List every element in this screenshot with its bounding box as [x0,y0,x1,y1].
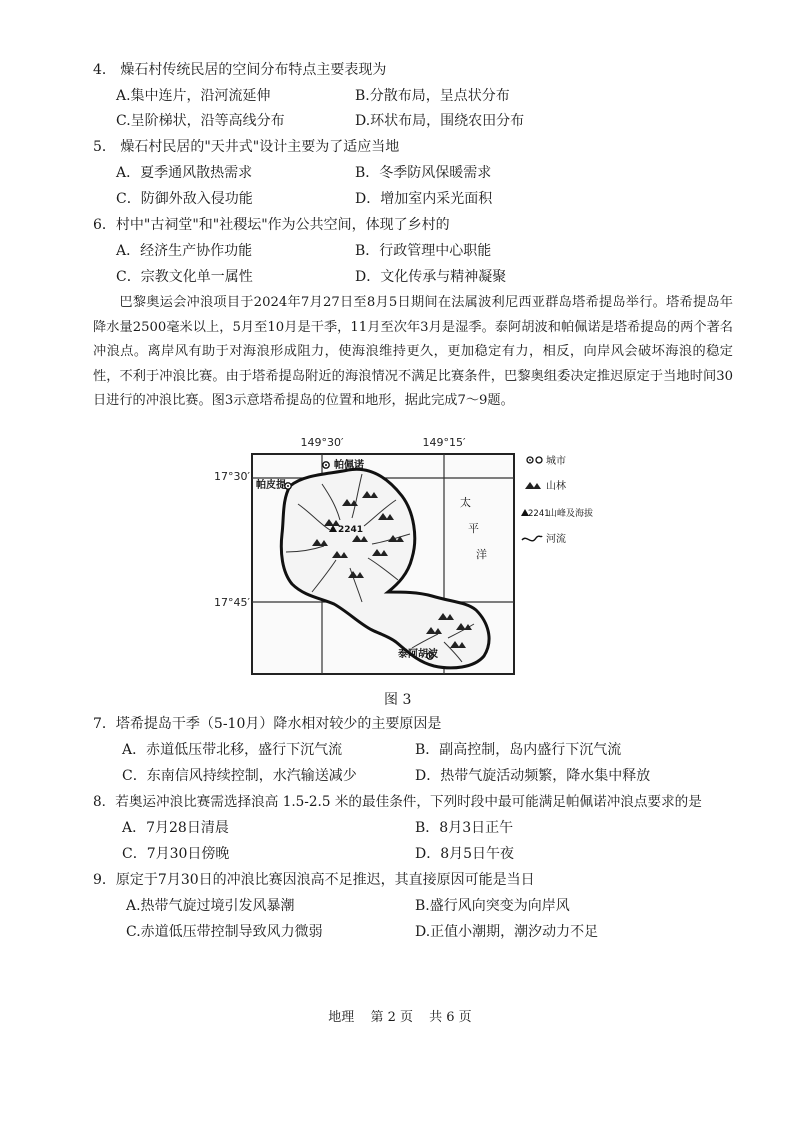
q7-stem: 7．塔希提岛干季（5-10月）降水相对较少的主要原因是 [93,716,442,732]
q6-stem: 6．村中"古祠堂"和"社稷坛"作为公共空间，体现了乡村的 [93,217,450,233]
city-marker-papeno-dot [325,464,327,466]
lat-label-2: 17°45′ [214,596,250,609]
q5-option-a: A．夏季通风散热需求 [116,165,253,181]
q9-option-a: A.热带气旋过境引发风暴潮 [126,898,295,914]
q9-stem: 9．原定于7月30日的冲浪比赛因浪高不足推迟，其直接原因可能是当日 [93,872,535,888]
q5-stem: 5． 燥石村民居的"天井式"设计主要为了适应当地 [93,139,400,155]
tahiti-map-figure [212,434,594,694]
tahiti-map [212,434,594,694]
passage-text: 巴黎奥运会冲浪项目于2024年7月27日至8月5日期间在法属波利尼西亚群岛塔希提岛举行。塔希提岛年降水量2500毫米以上，5月至10月是干季，11月至次年3月是湿季。泰阿胡波和帕佩诺是塔希提岛的两个著名冲浪点。离岸风有助于对海浪形成阻力，使海浪维持更久，更加稳定有力，相反，向岸风会破坏海浪的稳定性，不利于冲浪比赛。由于塔希提岛附近的海浪情况不满足比赛条件，巴黎奥组委决定推迟原定于当地时间30日进行的冲浪比赛。图3示意塔希提岛的位置和地形，据此完成7～9题。 [93,295,733,409]
footer-page-number: 第 2 页 [370,1010,413,1025]
page-footer [0,1006,800,1025]
q7-option-c: C．东南信风持续控制，水汽输送减少 [122,768,357,784]
q9-option-c: C.赤道低压带控制导致风力微弱 [126,924,323,940]
ocean-label-3: 洋 [476,548,487,561]
q4-option-a: A.集中连片，沿河流延伸 [116,88,271,104]
q7-option-b: B．副高控制，岛内盛行下沉气流 [415,742,622,758]
ocean-label-2: 平 [468,522,479,535]
city-marker-papiti-dot [287,485,289,487]
q6-option-c: C．宗教文化单一属性 [116,269,253,285]
ocean-label-1: 太 [460,496,471,509]
lon-label-1: 149°30′ [300,436,344,449]
q8-stem: 8．若奥运冲浪比赛需选择浪高 1.5-2.5 米的最佳条件，下列时段中最可能满足帕佩诺冲浪点要求的是 [93,794,702,810]
q6-option-a: A．经济生产协作功能 [116,243,253,259]
city-label-teahupoo: 泰阿胡波 [398,649,438,660]
legend-river-icon [522,536,542,541]
legend-river-label: 河流 [546,534,566,545]
q5-option-b: B．冬季防风保暖需求 [355,165,492,181]
q5-option-d: D．增加室内采光面积 [355,191,493,207]
q8-option-d: D．8月5日午夜 [415,846,515,862]
q8-option-a: A．7月28日清晨 [122,820,229,836]
q8-option-b: B．8月3日正午 [415,820,514,836]
legend-city-icon-dot [529,459,531,461]
legend-city-label: 城市 [546,456,566,467]
legend-peak-label: 山峰及海拔 [548,509,594,519]
lon-label-2: 149°15′ [422,436,466,449]
q4-option-c: C.呈阶梯状，沿等高线分布 [116,113,285,129]
city-label-papiti: 帕皮提 [256,480,286,491]
peak-elevation: 2241 [338,525,364,535]
city-label-papeno: 帕佩诺 [334,460,364,471]
q9-option-d: D.正值小潮期，潮汐动力不足 [415,924,599,940]
reading-passage [93,291,733,414]
legend-city-icon-2 [536,457,542,463]
q7-option-a: A．赤道低压带北移，盛行下沉气流 [122,742,343,758]
legend-peak-number: 2241 [528,509,550,519]
legend-forest-icon [525,482,541,489]
map-legend [521,454,593,545]
q5-option-c: C．防御外敌入侵功能 [116,191,253,207]
q4-option-d: D.环状布局，围绕农田分布 [355,113,525,129]
legend-forest-label: 山林 [546,481,566,492]
q8-option-c: C．7月30日傍晚 [122,846,230,862]
figure-caption: 图 3 [384,692,412,708]
q9-option-b: B.盛行风向突变为向岸风 [415,898,570,914]
q6-option-b: B．行政管理中心职能 [355,243,492,259]
q4-option-b: B.分散布局，呈点状分布 [355,88,510,104]
footer-total-pages: 共 6 页 [429,1010,472,1025]
q7-option-d: D．热带气旋活动频繁，降水集中释放 [415,768,651,784]
lat-label-1: 17°30′ [214,470,250,483]
q6-option-d: D．文化传承与精神凝聚 [355,269,507,285]
q4-stem: 4． 燥石村传统民居的空间分布特点主要表现为 [93,62,387,78]
footer-subject: 地理 [328,1010,355,1025]
